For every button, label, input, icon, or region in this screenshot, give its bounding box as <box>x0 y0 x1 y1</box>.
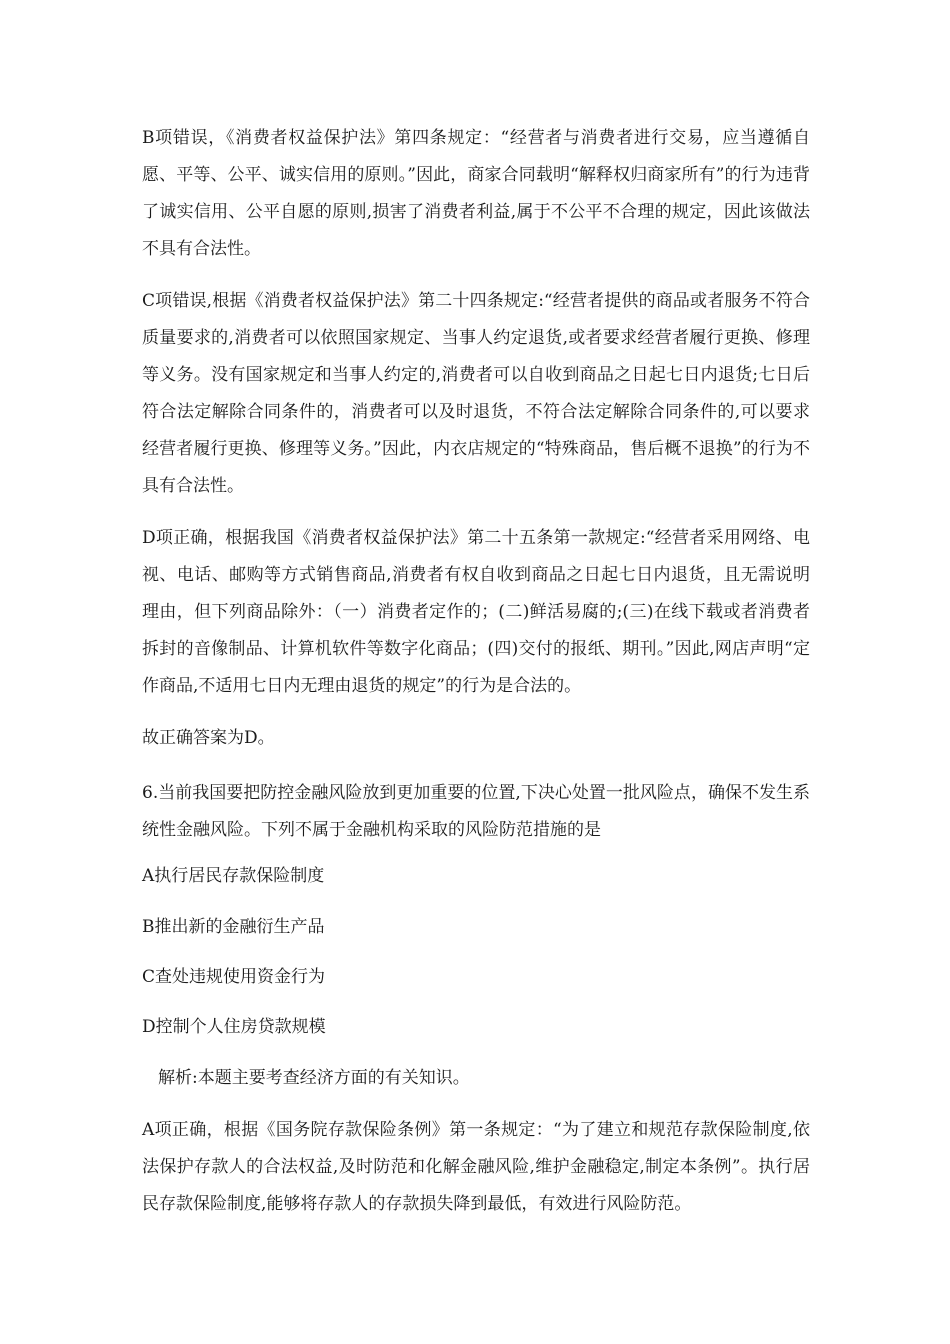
paragraph-answer: 故正确答案为D。 <box>142 728 275 748</box>
paragraph-option-b-analysis: B项错误，《消费者权益保护法》第四条规定：“经营者与消费者进行交易，应当遵循自愿、平等、公平、诚实信用的原则。”因此，商家合同载明“解释权归商家所有”的行为违背了诚实信用、公平自愿的原则,损害了消费者利益,属于不公平不合理的规定，因此该做法不具有合法性。 <box>142 128 810 259</box>
paragraph-option-c-analysis: C项错误,根据《消费者权益保护法》第二十四条规定:“经营者提供的商品或者服务不符合质量要求的,消费者可以依照国家规定、当事人约定退货,或者要求经营者履行更换、修理等义务。没有国家规定和当事人约定的,消费者可以自收到商品之日起七日内退货;七日后符合法定解除合同条件的，消费者可以及时退货，不符合法定解除合同条件的,可以要求经营者履行更换、修理等义务。”因此，内衣店规定的“特殊商品，售后概不退换”的行为不具有合法性。 <box>142 291 810 496</box>
question-6-option-a: A执行居民存款保险制度 <box>142 866 325 886</box>
question-6-option-c: C查处违规使用资金行为 <box>142 967 326 987</box>
paragraph-option-d-analysis: D项正确，根据我国《消费者权益保护法》第二十五条第一款规定:“经营者采用网络、电视、电话、邮购等方式销售商品,消费者有权自收到商品之日起七日内退货，且无需说明理由，但下列商品除外：（一）消费者定作的；(二)鲜活易腐的;(三)在线下载或者消费者拆封的音像制品、计算机软件等数字化商品；(四)交付的报纸、期刊。”因此,网店声明“定作商品,不适用七日内无理由退货的规定”的行为是合法的。 <box>142 528 810 696</box>
paragraph-option-a-analysis: A项正确，根据《国务院存款保险条例》第一条规定：“为了建立和规范存款保险制度,依法保护存款人的合法权益,及时防范和化解金融风险,维护金融稳定,制定本条例”。执行居民存款保险制度,能够将存款人的存款损失降到最低，有效进行风险防范。 <box>142 1120 810 1214</box>
question-6-option-b: B推出新的金融衍生产品 <box>142 917 325 937</box>
question-6-option-d: D控制个人住房贷款规模 <box>142 1017 326 1037</box>
analysis-heading: 解析:本题主要考查经济方面的有关知识。 <box>158 1068 470 1088</box>
question-6-stem: 6.当前我国要把防控金融风险放到更加重要的位置,下决心处置一批风险点，确保不发生系统性金融风险。下列不属于金融机构采取的风险防范措施的是 <box>142 783 810 840</box>
